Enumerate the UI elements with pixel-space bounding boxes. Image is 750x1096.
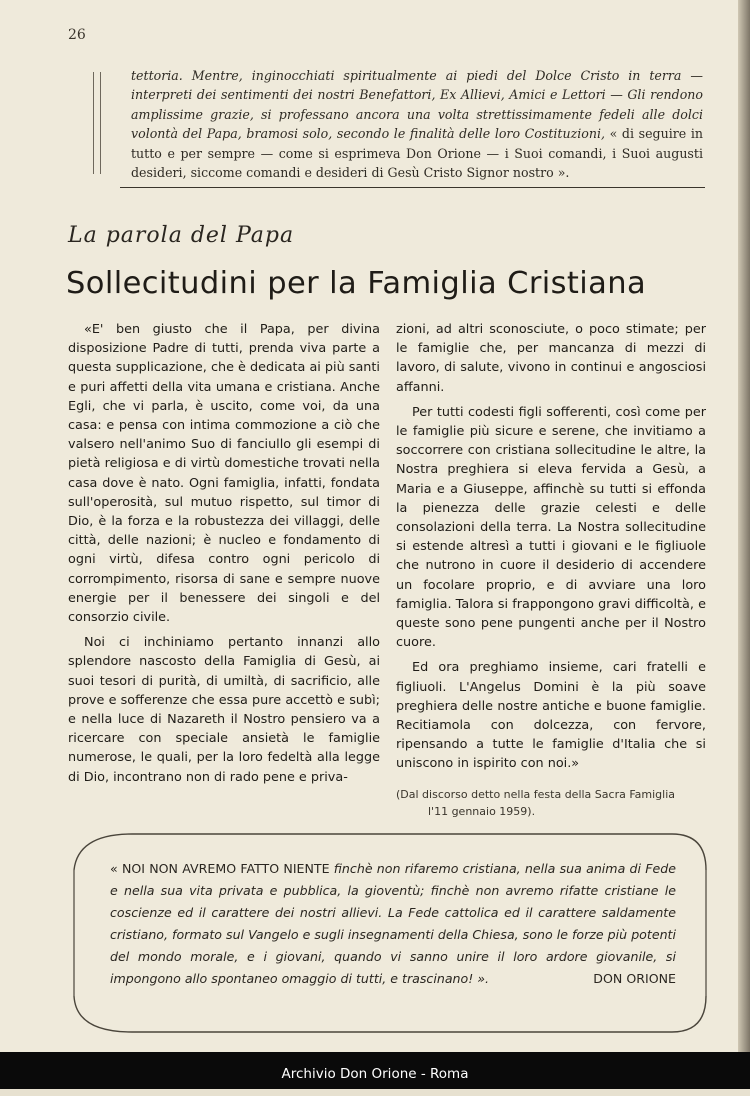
quote-author: DON ORIONE	[593, 971, 676, 986]
intro-italic-text: tettoria. Mentre, inginocchiati spiritualmente ai piedi del Dolce Cristo in terra — interpreti dei sentimenti dei nostri Benefattori, Ex Allievi, Amici e Lettori — Gli rendono amplissime grazie, si professano ancora una volta strettissimamente fedeli alle dolci volontà del Papa, bramosi solo, secondo le finalità delle loro Costituzioni,	[131, 68, 703, 142]
section-divider	[120, 187, 705, 188]
article-paragraph: Ed ora preghiamo insieme, cari fratelli e figliuoli. L'Angelus Domini è la più soave preghiera delle nostre antiche e buone famiglie. Recitiamola con dolcezza, con fervore, ripensando a tutte le famiglie d'Italia che si uniscono in ispirito con noi.»	[396, 660, 706, 772]
article-column-right	[396, 320, 706, 820]
quote-body: finchè non rifaremo cristiana, nella sua anima di Fede e nella sua vita privata e pubblica, la gioventù; finchè non avremo rifatte cristiane le coscienze ed il carattere dei nostri allievi. La Fede cattolica ed il carattere saldamente cristiano, formato sul Vangelo e sugli insegnamenti della Chiesa, sono le forze più potenti del mondo morale, e i giovani, quando vi sanno unire il loro ardore giovanile, si impongono allo spontaneo omaggio di tutti, e trascinano! ».	[110, 861, 676, 986]
source-line: (Dal discorso detto nella festa della Sacra Famiglia	[396, 787, 675, 801]
don-orione-quote	[110, 858, 676, 990]
quote-opening: « NOI NON AVREMO FATTO NIENTE	[110, 861, 330, 876]
page-title: Sollecitudini per la Famiglia Cristiana	[66, 266, 647, 301]
article-column-left	[68, 320, 380, 787]
article-paragraph-continued: zioni, ad altri sconosciute, o poco stimate; per le famiglie che, per mancanza di mezzi di lavoro, di salute, vivono in continui e angosciosi affanni.	[396, 322, 706, 395]
intro-quoted-text: « di seguire in tutto e per sempre — come si esprimeva Don Orione — i Suoi comandi, i Suoi augusti desideri, siccome comandi e desideri di Gesù Cristo Signor nostro ».	[131, 126, 703, 181]
intro-paragraph	[131, 66, 703, 182]
section-label: La parola del Papa	[68, 223, 295, 248]
source-line: l'11 gennaio 1959).	[428, 804, 536, 818]
article-paragraph: «E' ben giusto che il Papa, per divina disposizione Padre di tutti, prenda viva parte a questa supplicazione, che è dedicata ai più santi e puri affetti della vita umana e cristiana. Anche Egli, che vi parla, è uscito, come voi, da una casa: e pensa con intima commozione a ciò che valsero nell'animo Suo di fanciullo gli esempi di pietà religiosa e di virtù domestiche trovati nella casa dove è nato. Ogni famiglia, infatti, fondata sull'operosità, sul mutuo rispetto, sul timor di Dio, è la forza e la robustezza dei villaggi, delle città, delle nazioni; è nucleo e fondamento di ogni virtù, difesa contro ogni pericolo di corrompimento, risorsa di sane e sempre nuove energie per il benessere dei singoli e del consorzio civile.	[68, 322, 380, 626]
article-paragraph: Per tutti codesti figli sofferenti, così come per le famiglie più sicure e serene, che invitiamo a soccorrere con cristiana sollecitudine le altre, la Nostra preghiera si eleva fervida a Gesù, a Maria e a Giuseppe, affinchè su tutti si effonda la pienezza delle grazie celesti e delle consolazioni della terra. La Nostra sollecitudine si estende altresì a tutti i giovani e le figliuole che nutrono in cuore il desiderio di accendere un focolare proprio, e di avviare una loro famiglia. Talora si frappongono gravi difficoltà, e queste sono pene pungenti anche per il Nostro cuore.	[396, 404, 706, 651]
article-paragraph: Noi ci inchiniamo pertanto innanzi allo splendore nascosto della Famiglia di Gesù, ai suoi tesori di purità, di umiltà, di sacrificio, alle prove e sofferenze che essa pure accettò e subì; e nella luce di Nazareth il Nostro pensiero va a ricercare con speciale ansietà le famiglie numerose, le quali, per la loro fedeltà alla legge di Dio, incontrano non di rado pene e priva-	[68, 635, 380, 785]
archive-footer: Archivio Don Orione - Roma	[0, 1052, 750, 1089]
article-source	[396, 786, 706, 820]
intro-margin-bars	[93, 72, 101, 174]
page-edge-shadow	[738, 0, 750, 1052]
page-number: 26	[68, 27, 86, 43]
